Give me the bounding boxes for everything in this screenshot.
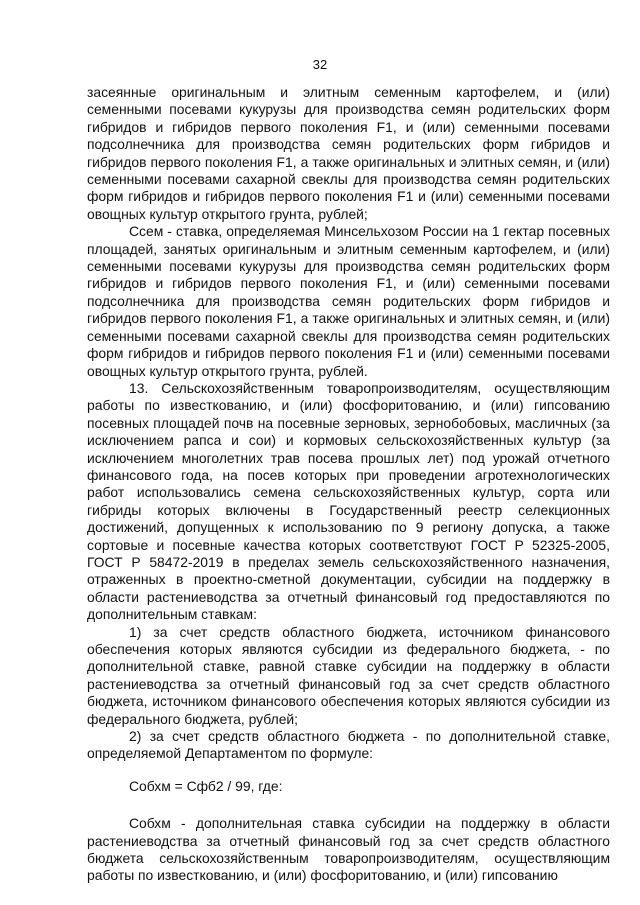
paragraph-csem-definition: Ссем - ставка, определяемая Минсельхозом России на 1 гектар посевных площадей, занятых оригинальным и элитным семенным картофелем, и (или) семенными посевами кукурузы для производства семян родительских форм гибридов и гибридов первого поколения F1, и (или) семенными посевами подсолнечника для производства семян родительских форм гибридов и гибридов первого поколения F1, а также оригинальных и элитных семян, и (или) семенными посевами сахарной свеклы для производства семян родительских форм гибридов и гибридов первого поколения F1 и (или) семенными посевами овощных культур открытого грунта, рублей. <box>87 223 610 379</box>
formula: Собхм = Сфб2 / 99, где: <box>129 777 283 794</box>
paragraph-item-13: 13. Сельскохозяйственным товаропроизводителям, осуществляющим работы по известкованию, и (или) фосфоритованию, и (или) гипсованию посевных площадей почв на посевные зерновых, зернобобовых, масличных (за исключением рапса и сои) и кормовых сельскохозяйственных культур (за исключением многолетних трав посева прошлых лет) под урожай отчетного финансового года, на посев которых при проведении агротехнологических работ использовались семена сельскохозяйственных культур, сорта или гибриды которых включены в Государственный реестр селекционных достижений, допущенных к использованию по 9 региону допуска, а также сортовые и посевные качества которых соответствуют ГОСТ Р 52325-2005, ГОСТ Р 58472-2019 в пределах земель сельскохозяйственного назначения, отраженных в проектно-сметной документации, субсидии на поддержку в области растениеводства за отчетный финансовый год предоставляются по дополнительным ставкам: <box>87 379 610 623</box>
paragraph-subitem-1: 1) за счет средств областного бюджета, источником финансового обеспечения которых являются субсидии из федерального бюджета, - по дополнительной ставке, равной ставке субсидии на поддержку в области растениеводства за отчетный финансовый год за счет средств областного бюджета, источником финансового обеспечения которых являются субсидии из федерального бюджета, рублей; <box>87 623 610 727</box>
paragraph-sobhm-definition: Собхм - дополнительная ставка субсидии на поддержку в области растениеводства за отчетный финансовый год за счет средств областного бюджета сельскохозяйственным товаропроизводителям, осуществляющим работы по известкованию, и (или) фосфоритованию, и (или) гипсованию <box>87 815 610 884</box>
page-number: 32 <box>312 57 328 72</box>
document-body <box>87 84 610 885</box>
paragraph-continuation: засеянные оригинальным и элитным семенным картофелем, и (или) семенными посевами кукурузы для производства семян родительских форм гибридов и гибридов первого поколения F1, и (или) семенными посевами подсолнечника для производства семян родительских форм гибридов и гибридов первого поколения F1, а также оригинальных и элитных семян, и (или) семенными посевами сахарной свеклы для производства семян родительских форм гибридов и гибридов первого поколения F1 и (или) семенными посевами овощных культур открытого грунта, рублей; <box>87 84 610 222</box>
paragraph-subitem-2: 2) за счет средств областного бюджета - по дополнительной ставке, определяемой Департаментом по формуле: <box>87 728 610 762</box>
